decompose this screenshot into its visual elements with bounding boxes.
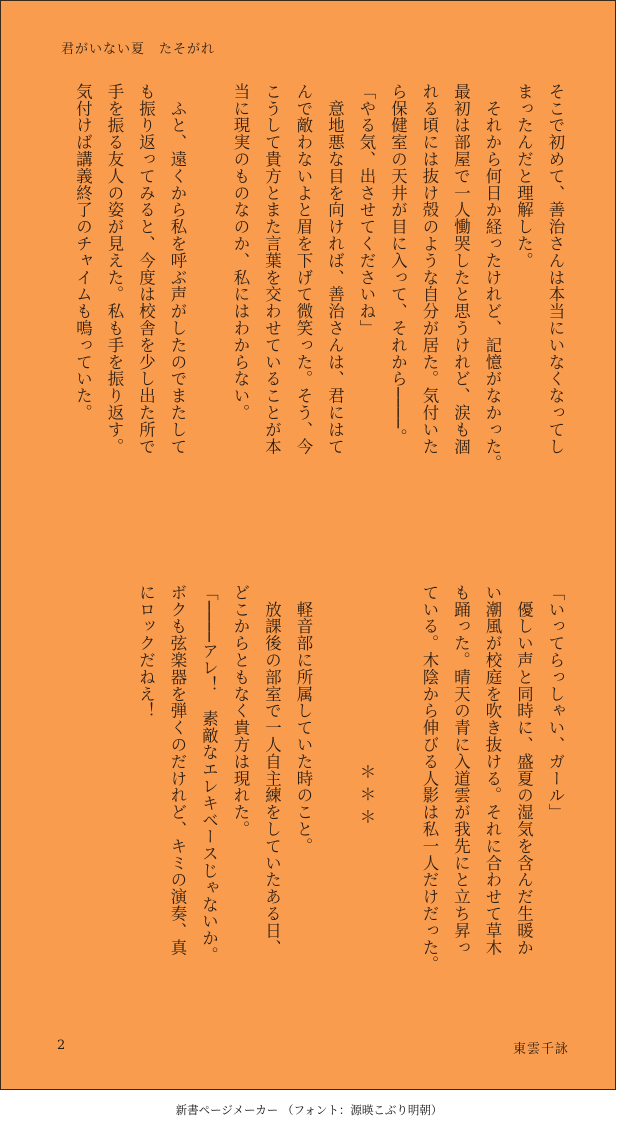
text-line: こうして貴方とまた言葉を交わせていることが本: [262, 83, 282, 455]
page-number: 2: [57, 1038, 66, 1053]
blank-line: [382, 584, 414, 1024]
text-line: どこからともなく貴方は現れた。: [231, 584, 250, 838]
text-line: んで敵わないよと眉を下げて微笑った。そう、今: [294, 83, 313, 455]
text-line: 「────アレ！ 素敵なエレキベースじゃないか。: [199, 584, 219, 964]
text-line: 気付けば講義終了のチャイムも鳴っていた。: [73, 83, 93, 421]
text-line: 軽音部に所属していた時のこと。: [294, 584, 313, 855]
text-line: い潮風が校庭を吹き抜ける。それに合わせて草木: [483, 584, 502, 956]
text-line: も振り返ってみると、今度は校舎を少し出た所で: [136, 83, 156, 455]
text-line: ている。木陰から伸びる人影は私一人だけだった。: [420, 584, 439, 973]
text-line: ボクも弦楽器を弾くのだけれど、キミの演奏、真: [168, 584, 187, 956]
scene-break: ＊＊＊: [357, 584, 376, 831]
text-line: 意地悪な目を向ければ、善治さんは、君にはて: [325, 83, 345, 455]
text-line: 放課後の部室で一人自主練をしていたある日、: [262, 584, 282, 956]
lower-text-block: [130, 584, 571, 1024]
text-line: まったんだと理解した。: [514, 83, 534, 269]
text-line: 当に現実のものなのか、私にはわからない。: [231, 83, 250, 421]
running-title: 君がいない夏 たそがれ: [61, 42, 216, 57]
blank-line: [193, 83, 225, 523]
text-line: にロックだねえ！: [136, 584, 156, 720]
text-line: 「いってらっしゃい、ガール」: [546, 584, 565, 821]
text-line: も踊った。晴天の青に入道雲が我先にと立ち昇っ: [451, 584, 471, 956]
text-line: 優しい声と同時に、盛夏の湿気を含んだ生暖か: [514, 584, 534, 956]
text-line: 手を振る友人の姿が見えた。私も手を振り返す。: [105, 83, 124, 455]
blank-line: [319, 584, 351, 1024]
text-line: それから何日か経ったけれど、記憶がなかった。: [483, 83, 502, 472]
text-line: 「やる気、出させてくださいね」: [357, 83, 376, 337]
text-line: れる頃には抜け殻のような自分が居た。気付いた: [420, 83, 439, 455]
upper-text-block: [67, 83, 571, 523]
text-line: そこで初めて、善治さんは本当にいなくなってし: [546, 83, 565, 455]
text-line: ら保健室の天井が目に入って、それから────。: [388, 83, 408, 446]
author-name: 東雲千詠: [512, 1042, 569, 1057]
text-line: 最初は部屋で一人慟哭したと思うけれど、涙も涸: [451, 83, 471, 455]
generator-credit: 新書ページメーカー （フォント：源暎こぶり明朝）: [175, 1103, 443, 1117]
text-line: ふと、遠くから私を呼ぶ声がしたのでまたして: [168, 83, 187, 455]
